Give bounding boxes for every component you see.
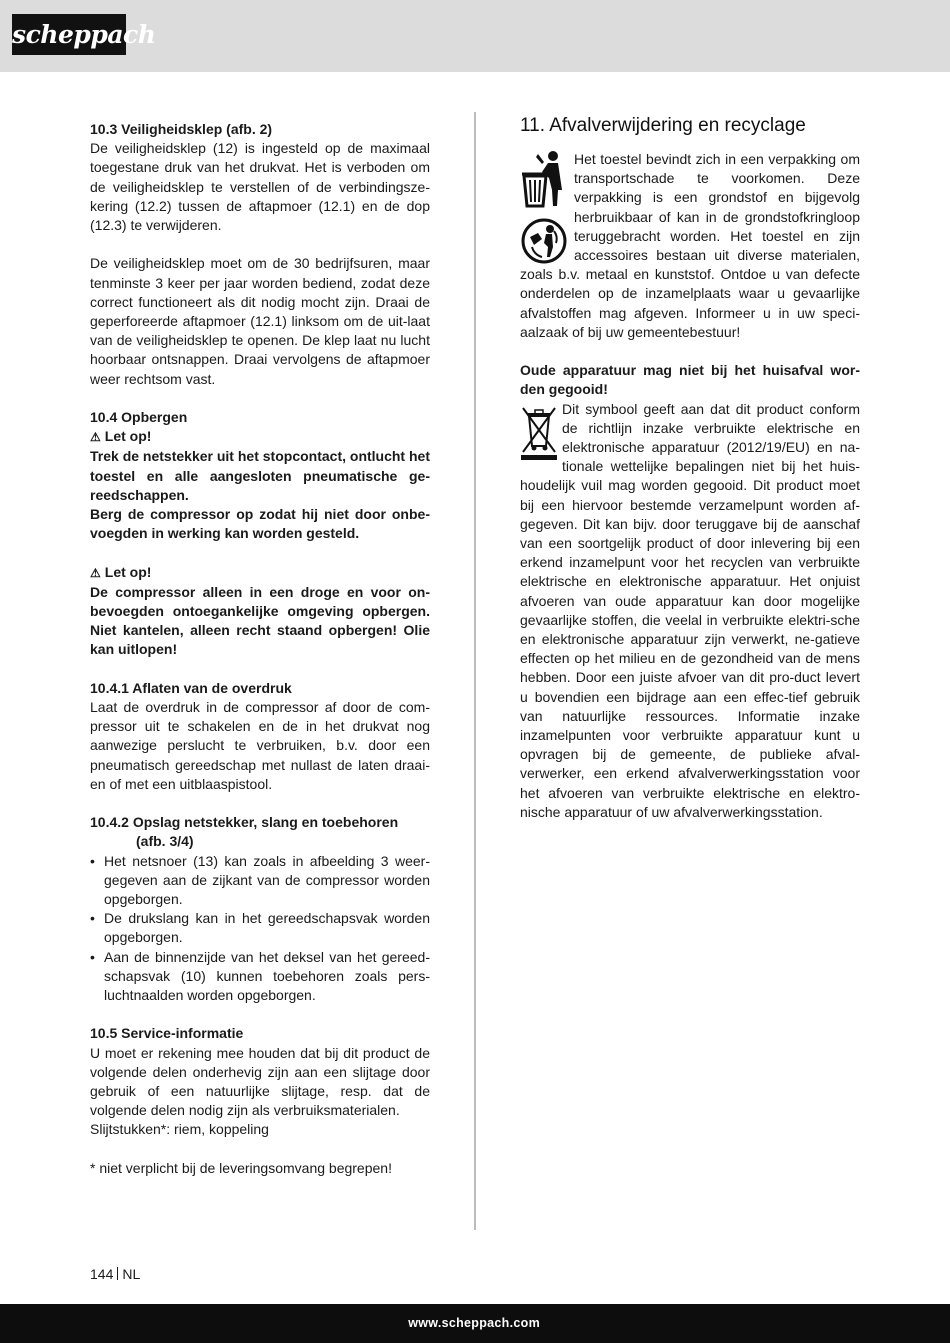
list-item: • Het netsnoer (13) kan zoals in afbeelding 3 weer-gegeven aan de zijkant van de compressor worden opgeborgen. <box>90 852 430 910</box>
website-url[interactable]: www.scheppach.com <box>408 1316 540 1330</box>
storage-list <box>90 852 430 1006</box>
warning-heading-2: ⚠ Let op! <box>90 563 152 580</box>
left-column <box>90 120 430 1178</box>
section-10-4-title: 10.4 Opbergen <box>90 409 188 426</box>
page-footer <box>0 1304 950 1343</box>
crossed-bin-icon <box>520 402 558 462</box>
page-number: 144 NL <box>90 1266 141 1282</box>
section-10-3-paragraph-1: De veiligheidsklep (12) is ingesteld op de maximaal toegestane druk van het drukvat. Het is verboden om de veiligheidsklep te verstellen of de verbindingsze-kering (12.2) tussen de aftapmoer (12.1) en de dop (12.3) te verwijderen. <box>90 140 430 234</box>
section-10-4-2-title-figure: (afb. 3/4) <box>136 833 194 850</box>
page-header <box>0 0 950 72</box>
disposal-icons <box>520 150 570 260</box>
section-10-3-paragraph-2: De veiligheidsklep moet om de 30 bedrijfsuren, maar tenminste 3 keer per jaar worden bediend, zodat deze correct functioneert als dit nodig mocht zijn. Draai de geperforeerde aftapmoer (12.1) linksom om de uit-laat van de veiligheidsklep te openen. De klep laat nu lucht hoorbaar ontsnappen. Draai vervolgens de aftapmoer weer rechtsom vast. <box>90 255 430 387</box>
section-11-paragraph-1: Het toestel bevindt zich in een verpakking om transportschade te voorkomen. Deze verpakking is een grondstof en bijgevolg herbruikbaar of kan in de grondstofkringloop teruggebracht worden. Het toestel en zijn accessoires bestaan uit diverse materialen, zoals b.v. metaal en kunststof. Ontdoe u van defecte onderdelen op de inzamelplaats waar u gevaarlijke afvalstoffen mag afgeven. Informeer u in uw speci-aalzaak of bij uw gemeentebestuur! <box>520 151 860 340</box>
list-item: • De drukslang kan in het gereedschapsvak worden opgeborgen. <box>90 909 430 947</box>
warning-text-1a: Trek de netstekker uit het stopcontact, ontlucht het toestel en alle aangesloten pneumatische ge-reedschappen. <box>90 448 430 503</box>
litter-bin-icon <box>520 150 570 208</box>
warning-text-2: De compressor alleen in een droge en voor on-bevoegden ontoegankelijke omgeving opbergen. Niet kantelen, alleen recht staand opbergen! Olie kan uitlopen! <box>90 583 430 658</box>
warning-triangle-icon: ⚠ <box>90 430 101 445</box>
section-11-paragraph-2: Dit symbool geeft aan dat dit product conform de richtlijn inzake verbruikte elektrische en elektronische apparatuur (2012/19/EU) en na-tionale wettelijke bepalingen niet bij het huis-houdelijk vuil mag worden gegooid. Dit product moet bij een hiervoor bestemde verzamelpunt worden af-gegeven. Dit kan bijv. door teruggave bij de aanschaf van een soortgelijk product of door inlevering bij een erkend inzamelpunt voor het recyclen van verbruikte elektrische en elektronische apparatuur. Het onjuist afvoeren van oude apparatuur kan door mogelijke gevaarlijke stoffen, die veelal in verbruikte elektri-sche en elektronische apparatuur zijn verwerkt, ne-gatieve effecten op het milieu en de gezondheid van de mens hebben. Door een juiste afvoer van dit pro-duct levert u bovendien een bijdrage aan een effec-tief gebruik van natuurlijke ressources. Informatie inzake inzamelpunten voor verbruikte apparatuur kunt u opvragen bij de gemeente, de publieke afval-verwerker, een erkend afvalverwerkingsstation voor het afvoeren van verbruikte elektrische en elektro-nische apparatuur of uw afvalverwerkingsstation. <box>520 400 860 820</box>
warning-heading-1: ⚠ Let op! <box>90 428 152 445</box>
wear-parts-line: Slijtstukken*: riem, koppeling <box>90 1121 269 1138</box>
list-item: • Aan de binnenzijde van het deksel van het gereed-schapsvak (10) kunnen toebehoren zoals pers-luchtnaalden worden opgeborgen. <box>90 948 430 1006</box>
footnote: * niet verplicht bij de leveringsomvang begrepen! <box>90 1159 392 1176</box>
recycle-person-icon <box>520 217 570 265</box>
section-10-4-1-paragraph: Laat de overdruk in de compressor af door de com-pressor uit te schakelen en de in het drukvat nog aanwezige perslucht te verbruiken, b.v. door een pneumatisch gereedschap met nullast de laten draai-en of met een uitblaaspistool. <box>90 699 430 792</box>
warning-text-1b: Berg de compressor op zodat hij niet door onbe-voegden in werking kan worden gesteld. <box>90 506 430 542</box>
section-10-3-title: 10.3 Veiligheidsklep (afb. 2) <box>90 121 273 137</box>
warning-triangle-icon: ⚠ <box>90 565 101 580</box>
scheppach-logo: scheppach <box>12 14 126 55</box>
section-10-4-1-title: 10.4.1 Aflaten van de overdruk <box>90 679 292 696</box>
section-11-subtitle: Oude apparatuur mag niet bij het huisafval wor-den gegooid! <box>520 362 860 398</box>
section-10-5-title: 10.5 Service-informatie <box>90 1025 244 1042</box>
section-11-title: 11. Afvalverwijdering en recyclage <box>520 115 806 136</box>
right-column <box>520 115 860 822</box>
section-10-5-paragraph: U moet er rekening mee houden dat bij dit product de volgende delen onderhevig zijn aan een slijtage door gebruik of een natuurlijke slijtage, resp. dat de volgende delen nodig zijn als verbruiksmaterialen. <box>90 1044 430 1119</box>
column-divider <box>474 112 476 1230</box>
section-10-4-2-title: 10.4.2 Opslag netstekker, slang en toebehoren <box>90 814 399 831</box>
weee-symbol <box>520 402 558 462</box>
